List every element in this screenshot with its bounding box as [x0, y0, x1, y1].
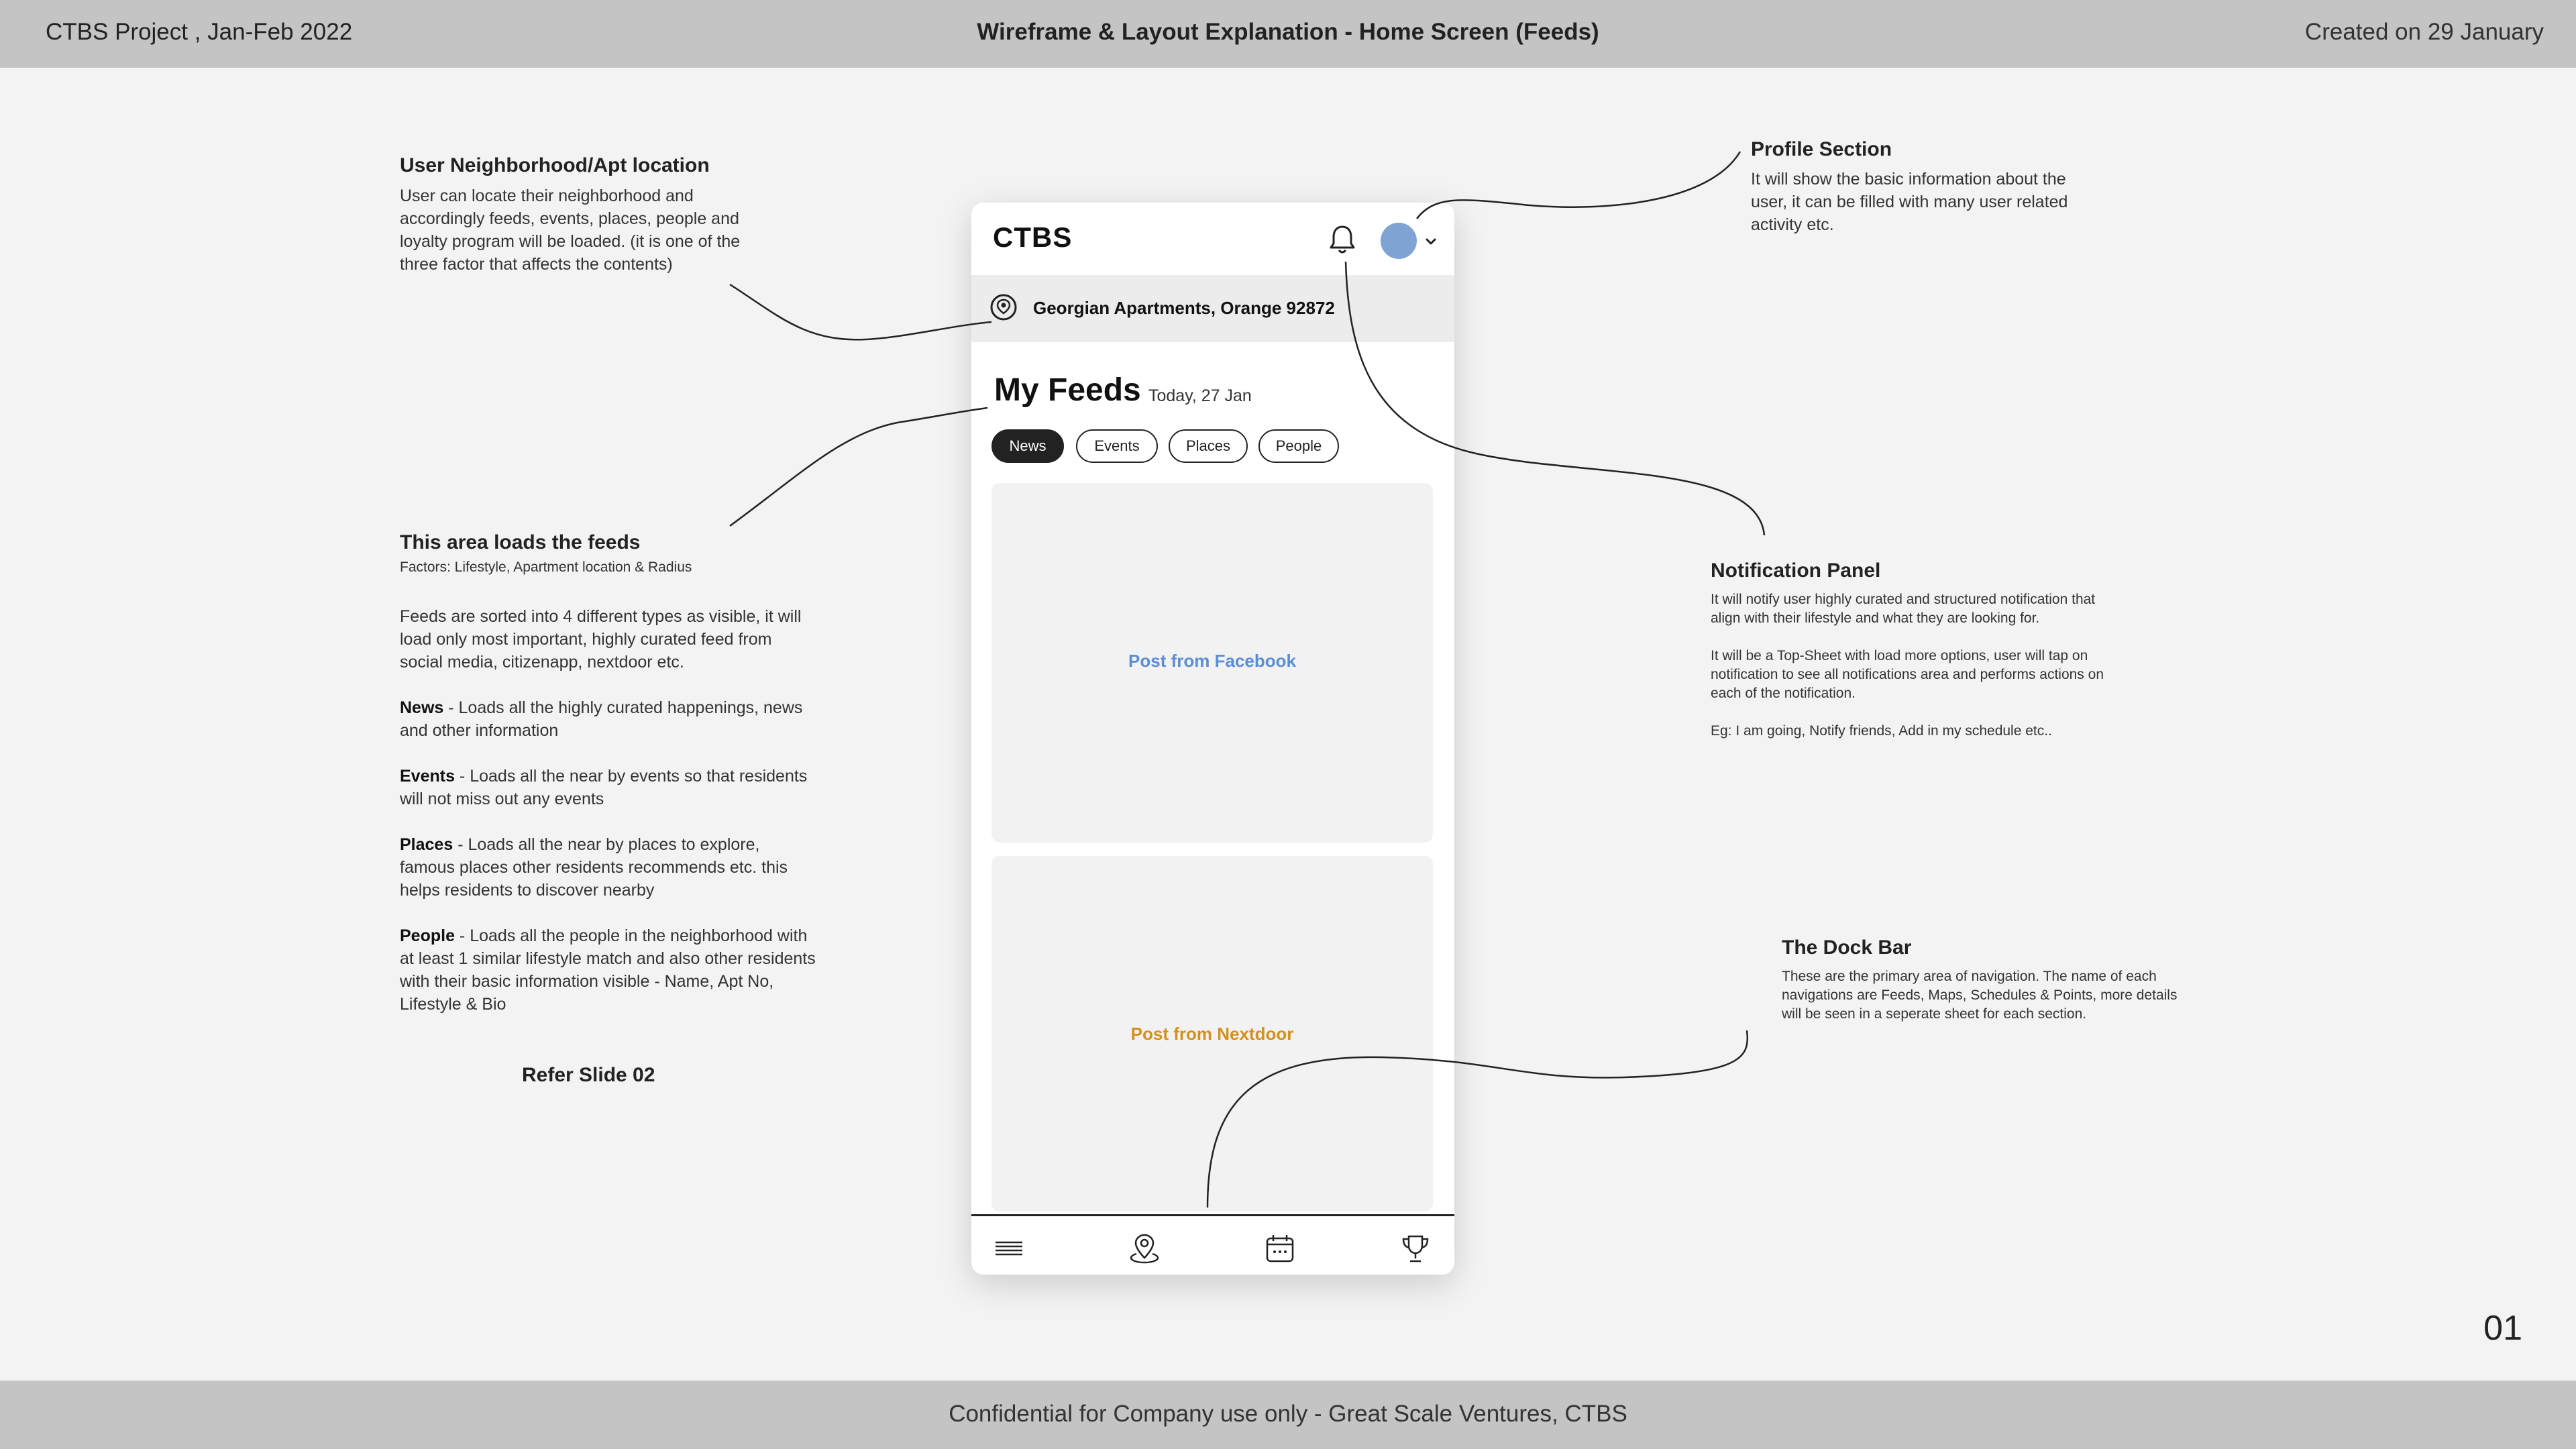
chevron-down-icon[interactable] — [1424, 235, 1438, 248]
profile-note-body: It will show the basic information about the user, it can be filled with many user related activity etc. — [1751, 170, 2068, 234]
tab-places[interactable]: Places — [1169, 429, 1248, 463]
footer-bar — [0, 1381, 2576, 1449]
location-text: Georgian Apartments, Orange 92872 — [1033, 298, 1335, 318]
feed-card-label: Post from Nextdoor — [1130, 1024, 1294, 1044]
neighborhood-connector-line — [730, 284, 991, 339]
feeds-connector-line — [730, 408, 987, 526]
slide-number: 01 — [2483, 1309, 2522, 1348]
feed-card-nextdoor[interactable] — [991, 856, 1433, 1212]
calendar-icon[interactable] — [1263, 1231, 1297, 1266]
dock-bar — [971, 1214, 1454, 1275]
neighborhood-note-title: User Neighborhood/Apt location — [400, 154, 710, 176]
menu-icon[interactable] — [991, 1231, 1026, 1266]
bell-icon[interactable] — [1327, 223, 1358, 256]
tab-events[interactable]: Events — [1076, 429, 1158, 463]
tab-news[interactable]: News — [991, 429, 1064, 463]
header-bar — [0, 0, 2576, 68]
location-pin-icon — [989, 292, 1018, 322]
feeds-note-intro: Feeds are sorted into 4 different types as visible, it will load only most important, highly curated feed from social media, citizenapp, nextdoor etc. — [400, 607, 802, 672]
feeds-note-subtitle: Factors: Lifestyle, Apartment location & Radius — [400, 559, 692, 575]
feeds-note-item: News - Loads all the highly curated happenings, news and other information — [400, 698, 803, 740]
created-date: Created on 29 January — [2304, 19, 2544, 45]
dock-note-body: These are the primary area of navigation. The name of each navigations are Feeds, Maps, Schedules & Points, more details will be seen in a seperate sheet for each section. — [1782, 969, 2178, 1022]
feeds-title: My Feeds — [994, 372, 1141, 408]
slide-title: Wireframe & Layout Explanation - Home Screen (Feeds) — [977, 19, 1599, 45]
trophy-icon[interactable] — [1398, 1231, 1433, 1266]
notification-note-title: Notification Panel — [1711, 559, 1881, 582]
map-pin-icon[interactable] — [1127, 1231, 1162, 1266]
neighborhood-note-body: User can locate their neighborhood and accordingly feeds, events, places, people and loyalty program will be loaded. (it is one of the three factor that affects the contents) — [400, 186, 741, 274]
feeds-note-item: Places - Loads all the near by places to explore, famous places other residents recommends etc. this helps residents to discover nearby — [400, 835, 788, 900]
feeds-note-title: This area loads the feeds — [400, 531, 641, 553]
feeds-note-item: People - Loads all the people in the neighborhood with at least 1 similar lifestyle match and also other residents with their basic information visible - Name, Apt No, Lifestyle & Bio — [400, 926, 816, 1014]
avatar[interactable] — [1381, 223, 1417, 259]
footer-text: Confidential for Company use only - Great Scale Ventures, CTBS — [949, 1401, 1627, 1427]
refer-slide-note: Refer Slide 02 — [522, 1064, 655, 1086]
phone-mockup — [971, 203, 1454, 1275]
feeds-note-item: Events - Loads all the near by events so that residents will not miss out any events — [400, 767, 808, 808]
notification-note-body: It will notify user highly curated and structured notification that align with their lifestyle and what they are looking for. It will be a Top-Sheet with load more options, user will tap on notification to see all notifications area and performs actions on each of the notification. Eg: I am going, Notify friends, Add in my schedule etc.. — [1711, 592, 2104, 739]
tab-people[interactable]: People — [1258, 429, 1339, 463]
app-logo: CTBS — [993, 221, 1073, 253]
feed-card-label: Post from Facebook — [1128, 651, 1296, 671]
feed-card-facebook[interactable] — [991, 483, 1433, 843]
project-label: CTBS Project , Jan-Feb 2022 — [46, 19, 353, 45]
feeds-note-body — [400, 605, 816, 1038]
profile-connector-line — [1417, 152, 1740, 219]
profile-note-title: Profile Section — [1751, 138, 1892, 160]
dock-note-title: The Dock Bar — [1782, 936, 1912, 959]
location-bar[interactable] — [971, 275, 1454, 342]
feeds-date: Today, 27 Jan — [1148, 386, 1252, 405]
